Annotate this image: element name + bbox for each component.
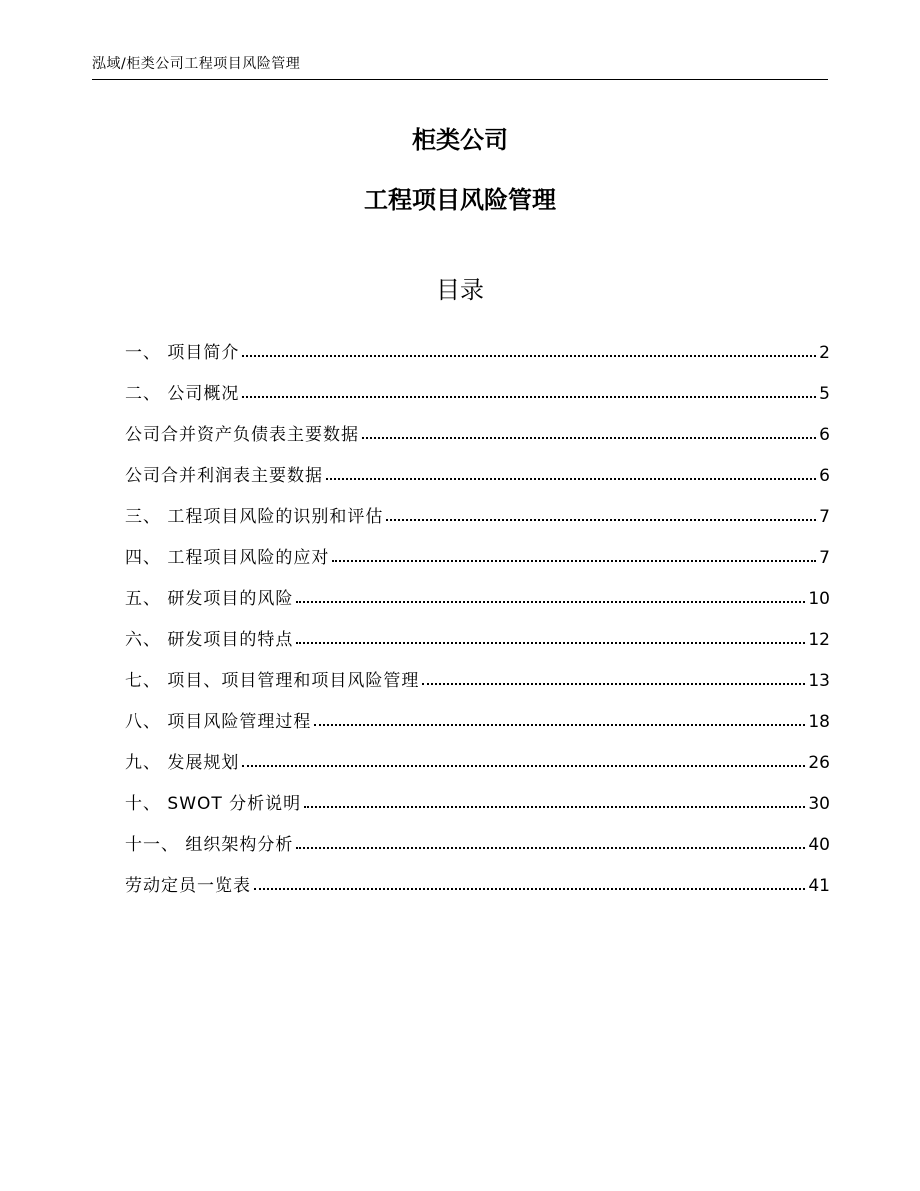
- toc-entry-label: 九、 发展规划: [125, 753, 240, 773]
- toc-entry-label: 公司合并资产负债表主要数据: [125, 425, 359, 445]
- toc-leader-dots: [326, 478, 816, 480]
- toc-entry[interactable]: [125, 814, 830, 855]
- toc-entry[interactable]: [125, 527, 830, 568]
- toc-entry-label: 十、 SWOT 分析说明: [125, 794, 302, 814]
- toc-entry[interactable]: [125, 609, 830, 650]
- toc-leader-dots: [296, 642, 805, 644]
- toc-entry-label: 六、 研发项目的特点: [125, 630, 294, 650]
- toc-entry-page: 5: [819, 384, 830, 404]
- table-of-contents: [125, 322, 830, 896]
- toc-leader-dots: [242, 396, 816, 398]
- toc-entry-label: 劳动定员一览表: [125, 876, 251, 896]
- toc-entry-page: 7: [819, 507, 830, 527]
- toc-entry[interactable]: [125, 691, 830, 732]
- toc-entry-label: 八、 项目风险管理过程: [125, 712, 312, 732]
- toc-entry-page: 6: [819, 425, 830, 445]
- toc-entry-label: 四、 工程项目风险的应对: [125, 548, 330, 568]
- toc-leader-dots: [332, 560, 816, 562]
- toc-leader-dots: [242, 355, 816, 357]
- toc-entry-page: 10: [808, 589, 830, 609]
- toc-entry-page: 12: [808, 630, 830, 650]
- toc-entry[interactable]: [125, 568, 830, 609]
- toc-heading: 目录: [436, 276, 484, 304]
- toc-leader-dots: [296, 847, 805, 849]
- toc-entry-page: 26: [808, 753, 830, 773]
- toc-leader-dots: [422, 683, 805, 685]
- toc-leader-dots: [386, 519, 816, 521]
- toc-entry[interactable]: [125, 855, 830, 896]
- toc-entry-page: 13: [808, 671, 830, 691]
- toc-entry[interactable]: [125, 404, 830, 445]
- toc-entry-page: 2: [819, 343, 830, 363]
- toc-entry-page: 30: [808, 794, 830, 814]
- toc-entry-label: 公司合并利润表主要数据: [125, 466, 323, 486]
- running-header: 泓域/柜类公司工程项目风险管理: [92, 53, 828, 80]
- toc-entry-page: 6: [819, 466, 830, 486]
- toc-entry-label: 一、 项目简介: [125, 343, 240, 363]
- toc-entry-page: 18: [808, 712, 830, 732]
- document-title-line2: 工程项目风险管理: [364, 186, 556, 214]
- toc-entry-label: 十一、 组织架构分析: [125, 835, 294, 855]
- toc-leader-dots: [314, 724, 805, 726]
- toc-entry[interactable]: [125, 486, 830, 527]
- toc-leader-dots: [296, 601, 805, 603]
- toc-leader-dots: [254, 888, 805, 890]
- toc-leader-dots: [362, 437, 816, 439]
- toc-entry[interactable]: [125, 773, 830, 814]
- toc-entry[interactable]: [125, 732, 830, 773]
- toc-entry-label: 三、 工程项目风险的识别和评估: [125, 507, 384, 527]
- toc-entry[interactable]: [125, 322, 830, 363]
- toc-entry-page: 41: [808, 876, 830, 896]
- toc-entry-label: 二、 公司概况: [125, 384, 240, 404]
- toc-entry-label: 五、 研发项目的风险: [125, 589, 294, 609]
- toc-entry[interactable]: [125, 650, 830, 691]
- toc-entry-label: 七、 项目、项目管理和项目风险管理: [125, 671, 420, 691]
- toc-entry[interactable]: [125, 363, 830, 404]
- toc-entry-page: 7: [819, 548, 830, 568]
- toc-leader-dots: [304, 806, 805, 808]
- document-title-line1: 柜类公司: [412, 126, 508, 154]
- toc-entry-page: 40: [808, 835, 830, 855]
- toc-entry[interactable]: [125, 445, 830, 486]
- toc-leader-dots: [242, 765, 805, 767]
